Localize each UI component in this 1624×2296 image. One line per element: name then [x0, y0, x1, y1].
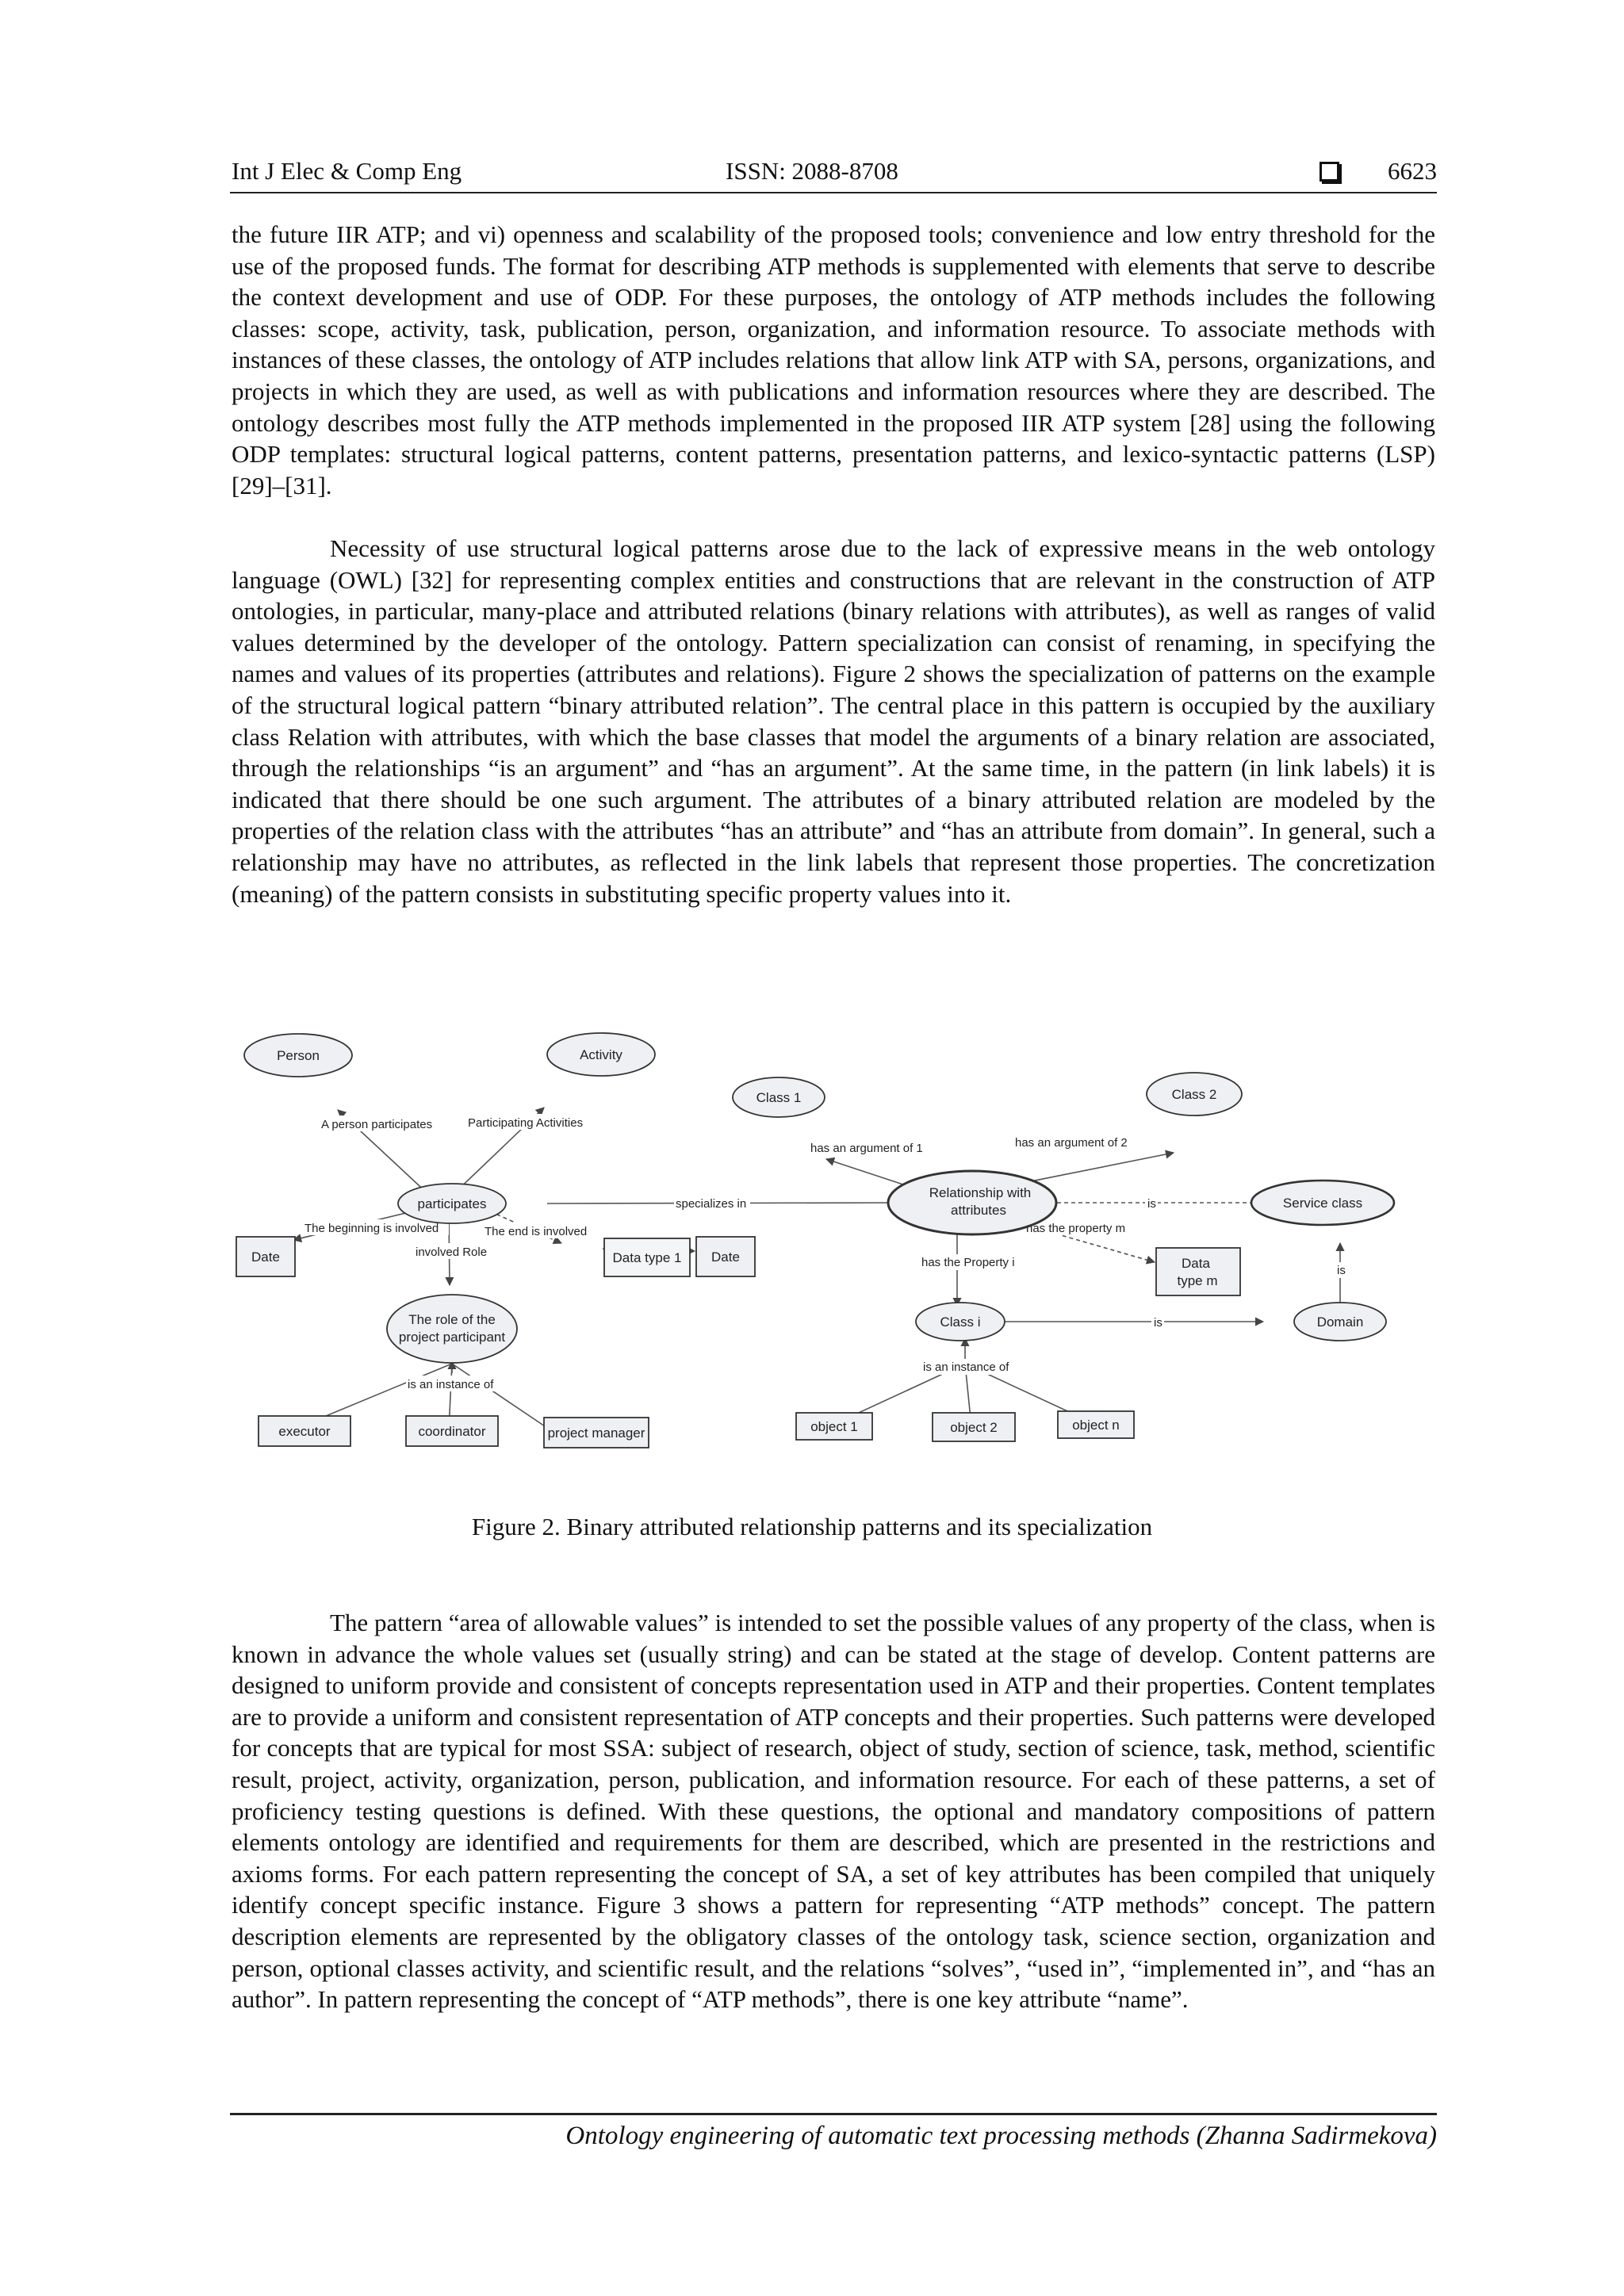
text-class1: Class 1	[756, 1090, 802, 1105]
text-coordinator: coordinator	[418, 1424, 486, 1439]
label-end-involved: The end is involved	[485, 1225, 588, 1238]
page-footer: Ontology engineering of automatic text processing methods (Zhanna Sadirmekova)	[230, 2113, 1437, 2151]
text-object1: object 1	[810, 1419, 858, 1434]
text-project-manager: project manager	[547, 1425, 645, 1441]
node-role	[387, 1295, 517, 1363]
label-has-argument-1: has an argument of 1	[810, 1142, 923, 1155]
label-is-domain: is	[1154, 1316, 1162, 1330]
text-participates: participates	[417, 1196, 487, 1211]
label-specializes-in: specializes in	[676, 1197, 747, 1211]
label-instance-left: is an instance of	[408, 1378, 494, 1391]
label-participating-activities: Participating Activities	[468, 1116, 584, 1130]
label-a-person-participates: A person participates	[321, 1118, 433, 1131]
label-has-argument-2: has an argument of 2	[1015, 1136, 1128, 1150]
text-date-right: Date	[711, 1249, 740, 1265]
text-data-type-m-line1: Data	[1182, 1256, 1210, 1271]
text-rel-line2: attributes	[951, 1203, 1006, 1218]
text-class2: Class 2	[1171, 1087, 1217, 1102]
paragraph-1: the future IIR ATP; and vi) openness and scalability of the proposed tools; convenience and low entry threshold for the use of the proposed funds. The format for describing ATP methods is supplemented with elements that serve to describe the context development and use of ODP. For these purposes, the ontology of ATP methods includes the following classes: scope, activity, task, publication, person, organization, and information resource. To associate methods with instances of these classes, the ontology of ATP includes relations that allow link ATP with SA, persons, organizations, and projects in which they are used, as well as with publications and information resources where they are described. The ontology describes most fully the ATP methods implemented in the proposed IIR ATP system [28] using the following ODP templates: structural logical patterns, content patterns, presentation patterns, and lexico-syntactic patterns (LSP) [29]–[31].	[232, 220, 1435, 499]
square-bullet-icon	[1320, 162, 1339, 182]
label-domain-is: is	[1337, 1264, 1346, 1277]
text-rel-line1: Relationship with	[929, 1185, 1032, 1200]
label-property-m: has the property m	[1026, 1222, 1126, 1235]
text-service-class: Service class	[1282, 1196, 1363, 1211]
label-instance-right: is an instance of	[923, 1360, 1009, 1374]
text-person: Person	[277, 1048, 320, 1063]
text-object2: object 2	[950, 1420, 998, 1435]
label-beginning-involved: The beginning is involved	[304, 1222, 439, 1235]
figure-2-diagram	[230, 1024, 1427, 1484]
label-property-i: has the Property i	[921, 1256, 1015, 1269]
label-involved-role: involved Role	[416, 1246, 488, 1259]
text-executor: executor	[278, 1424, 331, 1439]
journal-name: Int J Elec & Comp Eng	[232, 157, 462, 185]
text-domain: Domain	[1316, 1314, 1364, 1330]
paragraph-2: Necessity of use structural logical patterns arose due to the lack of expressive means in the web ontology language (OWL) [32] for representing complex entities and constructions that are relevant in the construction of ATP ontologies, in particular, many-place and attributed relations (binary relations with attributes), as well as ranges of valid values determined by the developer of the ontology. Pattern specialization can consist of renaming, in specifying the names and values of its properties (attributes and relations). Figure 2 shows the specialization of patterns on the example of the structural logical pattern “binary attributed relation”. The central place in this pattern is occupied by the auxiliary class Relation with attributes, with which the base classes that model the arguments of a binary relation are associated, through the relationships “is an argument” and “has an argument”. At the same time, in the pattern (in link labels) it is indicated that there should be one such argument. The attributes of a binary attributed relation are modeled by the properties of the relation class with the attributes “has an attribute” and “has an attribute from domain”. In general, such a relationship may have no attributes, as reflected in the link labels that represent those properties. The concretization (meaning) of the pattern consists in substituting specific property values into it.	[232, 534, 1435, 908]
node-data-type-m	[1156, 1248, 1240, 1295]
text-class-i: Class i	[940, 1314, 981, 1330]
issn: ISSN: 2088-8708	[726, 157, 898, 185]
text-objectn: object n	[1072, 1418, 1120, 1433]
page-header	[230, 152, 1437, 193]
label-is-service: is	[1147, 1197, 1156, 1211]
text-role-line2: project participant	[398, 1330, 506, 1345]
paragraph-3: The pattern “area of allowable values” is intended to set the possible values of any property of the class, when is known in advance the whole values set (usually string) and can be stated at the stage of develop. Content patterns are designed to uniform provide and consistent of concepts representation used in ATP and their properties. Content templates are to provide a uniform and consistent representation of ATP concepts and their properties. Such patterns were developed for concepts that are typical for most SSA: subject of research, object of study, section of science, task, method, scientific result, project, activity, organization, person, publication, and information resource. For each of these patterns, a set of proficiency testing questions is defined. With these questions, the optional and mandatory compositions of pattern elements ontology are identified and requirements for them are described, which are presented in the restrictions and axioms forms. For each pattern representing the concept of SA, a set of key attributes has been compiled that uniquely identify concept specific instance. Figure 3 shows a pattern for representing “ATP methods” concept. The pattern description elements are represented by the obligatory classes of the ontology task, science section, organization and person, optional classes activity, and scientific result, and the relations “solves”, “used in”, “implemented in”, and “has an author”. In pattern representing the concept of “ATP methods”, there is one key attribute “name”.	[232, 1609, 1435, 2014]
figure-caption: Figure 2. Binary attributed relationship patterns and its specialization	[471, 1513, 1153, 1540]
text-data-type-m-line2: type m	[1177, 1273, 1218, 1288]
text-data-type-1: Data type 1	[612, 1250, 682, 1265]
text-date-left: Date	[251, 1249, 280, 1265]
text-activity: Activity	[580, 1047, 622, 1062]
text-role-line1: The role of the	[408, 1312, 496, 1327]
edge-class1	[826, 1159, 910, 1187]
page-number: 6623	[1388, 157, 1437, 185]
